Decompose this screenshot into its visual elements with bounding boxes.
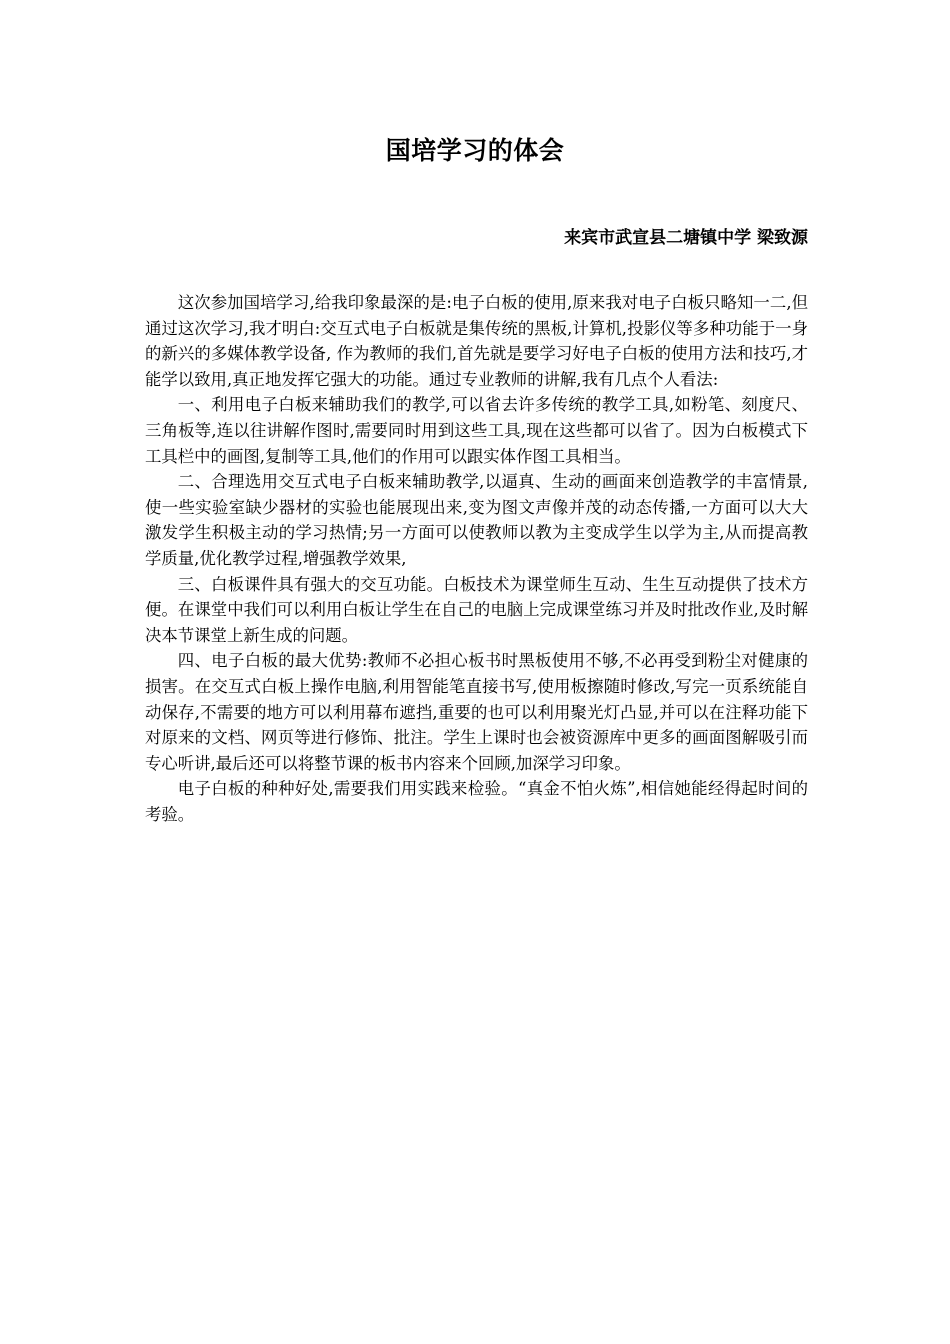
paragraph-point-3: 三、白板课件具有强大的交互功能。白板技术为课堂师生互动、生生互动提供了技术方便。在课堂中我们可以利用白板让学生在自己的电脑上完成课堂练习并及时批改作业,及时解决本节课堂上新生成的问题。: [145, 574, 808, 645]
paragraph-point-4: 四、电子白板的最大优势:教师不必担心板书时黑板使用不够,不必再受到粉尘对健康的损害。在交互式白板上操作电脑,利用智能笔直接书写,使用板擦随时修改,写完一页系统能自动保存,不需要的地方可以利用幕布遮挡,重要的也可以利用聚光灯凸显,并可以在注释功能下对原来的文档、网页等进行修饰、批注。学生上课时也会被资源库中更多的画面图解吸引而专心听讲,最后还可以将整节课的板书内容来个回顾,加深学习印象。: [145, 651, 808, 773]
paragraph-conclusion: 电子白板的种种好处,需要我们用实践来检验。“真金不怕火炼”,相信她能经得起时间的考验。: [145, 779, 808, 824]
author-line: 来宾市武宣县二塘镇中学 梁致源: [564, 228, 808, 248]
paragraph-point-2: 二、合理选用交互式电子白板来辅助教学,以逼真、生动的画面来创造教学的丰富情景,使一些实验室缺少器材的实验也能展现出来,变为图文声像并茂的动态传播,一方面可以大大激发学生积极主动的学习热情;另一方面可以使教师以教为主变成学生以学为主,从而提高教学质量,优化教学过程,增强教学效果,: [145, 472, 808, 568]
document-body: [145, 290, 808, 827]
document-title: 国培学习的体会: [385, 136, 565, 165]
paragraph-intro: 这次参加国培学习,给我印象最深的是:电子白板的使用,原来我对电子白板只略知一二,但通过这次学习,我才明白:交互式电子白板就是集传统的黑板,计算机,投影仪等多种功能于一身的新兴的多媒体教学设备, 作为教师的我们,首先就是要学习好电子白板的使用方法和技巧,才能学以致用,真正地发挥它强大的功能。通过专业教师的讲解,我有几点个人看法:: [145, 293, 808, 389]
paragraph-point-1: 一、利用电子白板来辅助我们的教学,可以省去许多传统的教学工具,如粉笔、刻度尺、三角板等,连以往讲解作图时,需要同时用到这些工具,现在这些都可以省了。因为白板模式下工具栏中的画图,复制等工具,他们的作用可以跟实体作图工具相当。: [145, 395, 808, 466]
